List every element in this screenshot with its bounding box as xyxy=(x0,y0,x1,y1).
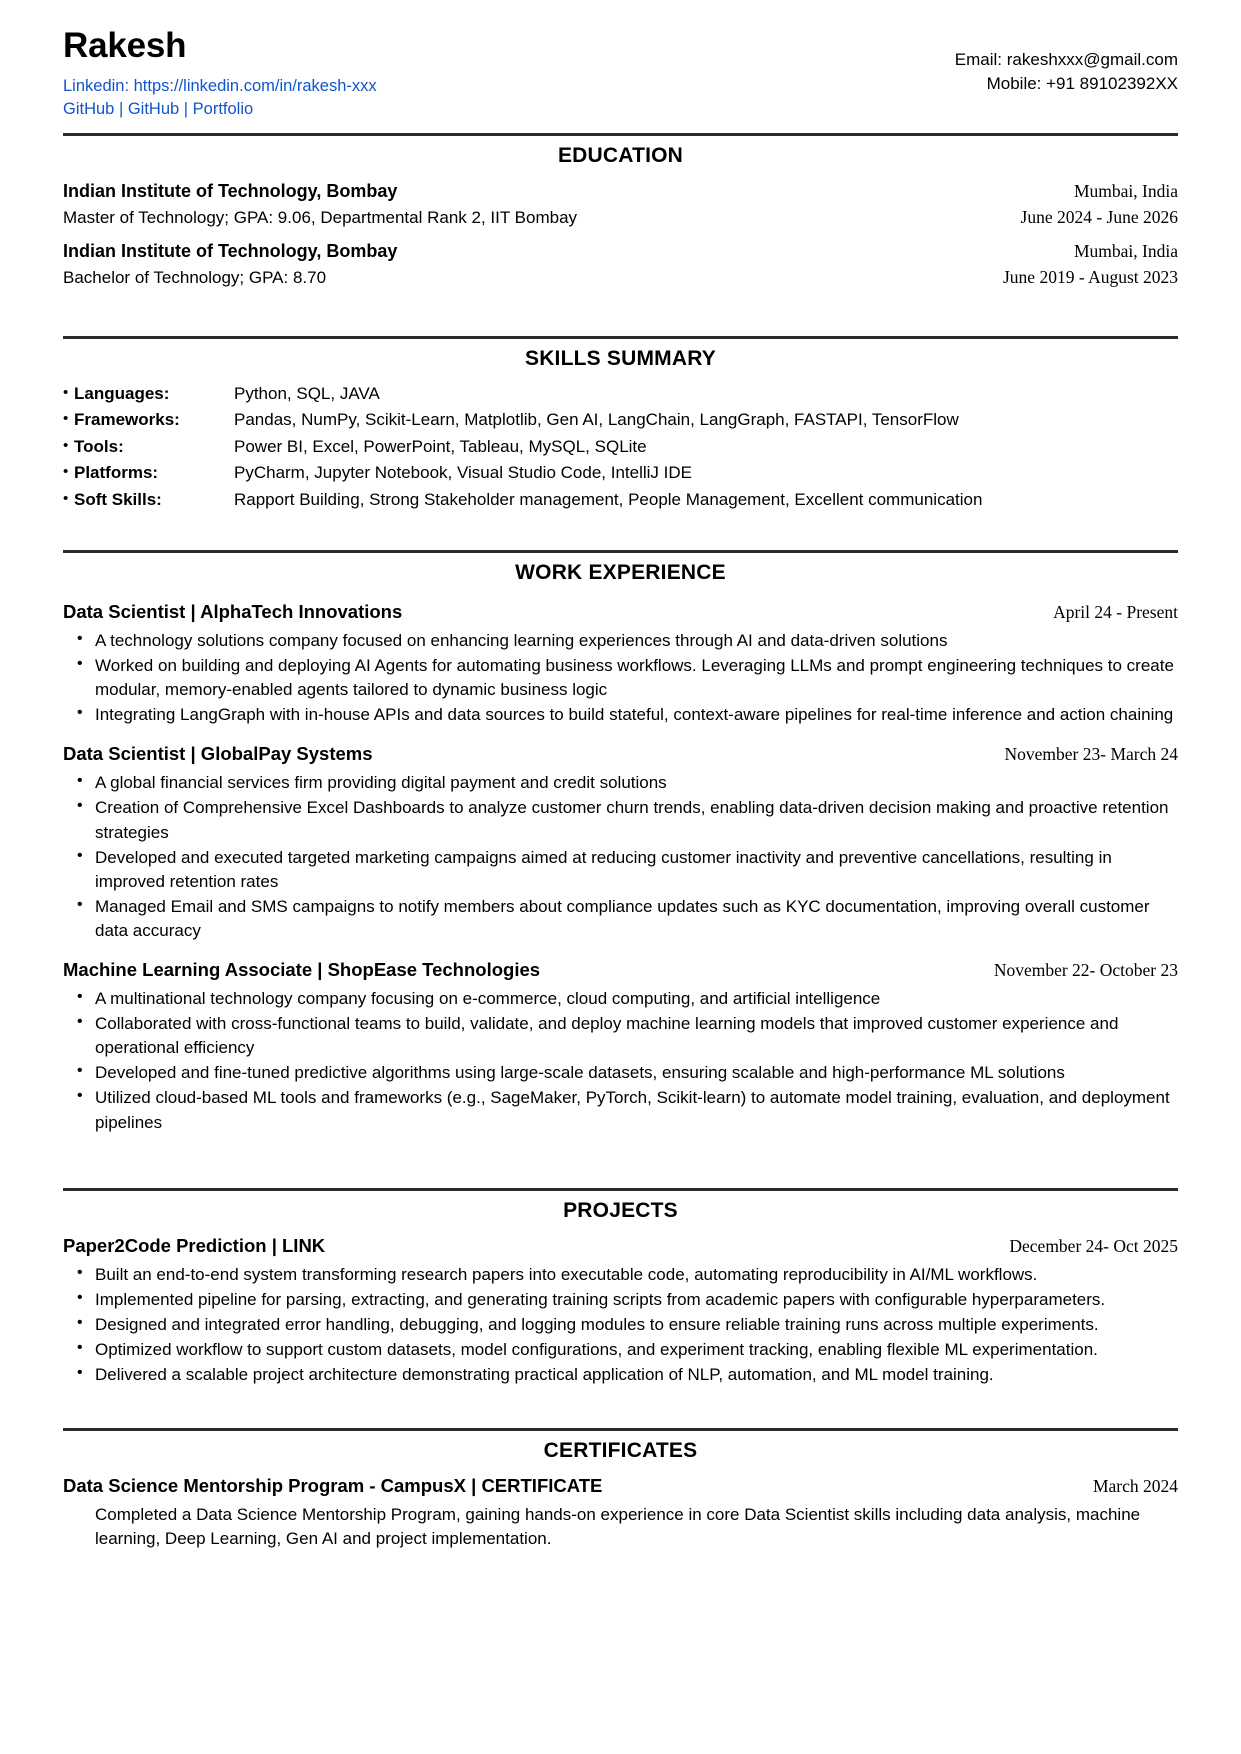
link-separator-2: | xyxy=(179,100,193,119)
work-entry xyxy=(63,957,1178,1135)
section-title-certificates: CERTIFICATES xyxy=(543,1439,698,1463)
section-divider-certificates xyxy=(63,1428,1178,1431)
section-divider-projects xyxy=(63,1188,1178,1191)
contact-mobile: Mobile: +91 89102392XX xyxy=(986,74,1178,94)
project-bullet: • Optimized workflow to support custom datasets, model configurations, and experiment tracking, enabling flexible ML experimentation. xyxy=(63,1338,1178,1362)
skill-row xyxy=(63,487,1178,514)
project-bullet: • Delivered a scalable project architecture demonstrating practical application of NLP, automation, and ML model training. xyxy=(63,1363,1178,1387)
linkedin-link[interactable]: Linkedin: https://linkedin.com/in/rakesh-xxx xyxy=(63,76,377,95)
skills-list xyxy=(63,381,1178,514)
section-divider-skills xyxy=(63,336,1178,339)
work-bullet: • Developed and executed targeted marketing campaigns aimed at reducing customer inactivity and preventive cancellations, resulting in improved retention rates xyxy=(63,846,1178,894)
education-org: Indian Institute of Technology, Bombay xyxy=(63,241,398,262)
project-bullets xyxy=(63,1263,1178,1388)
skill-value: PyCharm, Jupyter Notebook, Visual Studio Code, IntelliJ IDE xyxy=(234,463,692,483)
work-bullet: • Worked on building and deploying AI Agents for automating business workflows. Leveraging LLMs and prompt engineering techniques to create modular, memory-enabled agents tailored to dynamic business logic xyxy=(63,654,1178,702)
work-bullet: • Collaborated with cross-functional teams to build, validate, and deploy machine learning models that improved customer experience and operational efficiency xyxy=(63,1012,1178,1060)
project-bullet: • Designed and integrated error handling, debugging, and logging modules to ensure reliable training runs across multiple experiments. xyxy=(63,1313,1178,1337)
section-title-work: WORK EXPERIENCE xyxy=(515,561,726,585)
work-entry xyxy=(63,741,1178,943)
education-entry xyxy=(63,238,1178,291)
work-bullets xyxy=(63,771,1178,943)
contact-email[interactable]: Email: rakeshxxx@gmail.com xyxy=(954,50,1178,69)
bullet-icon: • xyxy=(63,489,69,507)
education-entry xyxy=(63,178,1178,231)
education-dates: June 2024 - June 2026 xyxy=(1020,206,1178,227)
education-org: Indian Institute of Technology, Bombay xyxy=(63,180,398,201)
work-bullet: • Managed Email and SMS campaigns to notify members about compliance updates such as KYC documentation, improving overall customer data accuracy xyxy=(63,895,1178,943)
skill-value: Python, SQL, JAVA xyxy=(234,383,380,403)
skill-row xyxy=(63,381,1178,408)
certificate-title[interactable]: Data Science Mentorship Program - CampusX | CERTIFICATE xyxy=(63,1475,603,1497)
work-bullet: • A multinational technology company focusing on e-commerce, cloud computing, and artificial intelligence xyxy=(63,987,1178,1011)
certificate-date: March 2024 xyxy=(1092,1476,1178,1497)
skill-label: Soft Skills: xyxy=(74,489,162,509)
section-divider-education xyxy=(63,133,1178,136)
work-bullet: • A technology solutions company focused on enhancing learning experiences through AI and data-driven solutions xyxy=(63,629,1178,653)
section-title-education: EDUCATION xyxy=(557,143,684,167)
work-bullet: • A global financial services firm providing digital payment and credit solutions xyxy=(63,771,1178,795)
skill-value: Power BI, Excel, PowerPoint, Tableau, MySQL, SQLite xyxy=(234,436,647,456)
work-bullets xyxy=(63,629,1178,728)
work-bullet: • Developed and fine-tuned predictive algorithms using large-scale datasets, ensuring scalable and high-performance ML solutions xyxy=(63,1061,1178,1085)
project-title[interactable]: Paper2Code Prediction | LINK xyxy=(63,1234,326,1256)
education-detail: Bachelor of Technology; GPA: 8.70 xyxy=(63,268,327,288)
work-bullets xyxy=(63,987,1178,1135)
link-separator-1: | xyxy=(114,100,128,119)
skill-label: Platforms: xyxy=(74,463,159,483)
work-date: April 24 - Present xyxy=(1053,602,1178,623)
work-bullet: • Creation of Comprehensive Excel Dashboards to analyze customer churn trends, enabling data-driven decision making and proactive retention strategies xyxy=(63,796,1178,844)
certificate-entry xyxy=(63,1473,1178,1551)
education-location: Mumbai, India xyxy=(1073,180,1178,201)
section-title-projects: PROJECTS xyxy=(563,1198,678,1222)
bullet-icon: • xyxy=(63,436,69,454)
linkedin-line xyxy=(63,75,377,98)
work-title: Machine Learning Associate | ShopEase Technologies xyxy=(63,959,541,981)
work-title: Data Scientist | AlphaTech Innovations xyxy=(63,601,403,623)
skill-row xyxy=(63,434,1178,461)
profile-links-line xyxy=(63,98,377,121)
github-link-2[interactable]: GitHub xyxy=(127,100,180,119)
candidate-name: Rakesh xyxy=(63,26,187,65)
project-date: December 24- Oct 2025 xyxy=(1009,1235,1178,1256)
skill-label: Tools: xyxy=(74,436,124,456)
certificate-description: Completed a Data Science Mentorship Program, gaining hands-on experience in core Data Scientist skills including data analysis, machine learning, Deep Learning, Gen AI and project implementation. xyxy=(95,1504,1141,1549)
skill-row xyxy=(63,407,1178,434)
skill-label: Frameworks: xyxy=(74,410,180,430)
bullet-icon: • xyxy=(63,383,69,401)
skill-label: Languages: xyxy=(74,383,170,403)
resume-header xyxy=(63,26,1178,122)
education-dates: June 2019 - August 2023 xyxy=(1003,267,1178,288)
header-left xyxy=(63,26,377,122)
project-bullet: • Built an end-to-end system transforming research papers into executable code, automating reproducibility in AI/ML workflows. xyxy=(63,1263,1178,1287)
bullet-icon: • xyxy=(63,410,69,428)
skill-value: Pandas, NumPy, Scikit-Learn, Matplotlib, Gen AI, LangChain, LangGraph, FASTAPI, TensorFlow xyxy=(234,410,959,430)
bullet-icon: • xyxy=(63,463,69,481)
header-contact xyxy=(955,26,1178,96)
section-title-skills: SKILLS SUMMARY xyxy=(524,346,717,370)
section-divider-work xyxy=(63,550,1178,553)
skill-value: Rapport Building, Strong Stakeholder management, People Management, Excellent communication xyxy=(234,489,983,509)
education-detail: Master of Technology; GPA: 9.06, Departmental Rank 2, IIT Bombay xyxy=(63,207,578,227)
work-entry xyxy=(63,599,1178,727)
work-date: November 22- October 23 xyxy=(993,960,1178,981)
github-link-1[interactable]: GitHub xyxy=(63,100,115,119)
portfolio-link[interactable]: Portfolio xyxy=(192,100,254,119)
project-bullet: • Implemented pipeline for parsing, extracting, and generating training scripts from academic papers with configurable hyperparameters. xyxy=(63,1288,1178,1312)
work-bullet: • Utilized cloud-based ML tools and frameworks (e.g., SageMaker, PyTorch, Scikit-learn) to automate model training, evaluation, and deployment pipelines xyxy=(63,1086,1178,1134)
work-title: Data Scientist | GlobalPay Systems xyxy=(63,743,373,765)
education-location: Mumbai, India xyxy=(1073,241,1178,262)
project-entry xyxy=(63,1233,1178,1387)
work-bullet: • Integrating LangGraph with in-house APIs and data sources to build stateful, context-aware pipelines for real-time inference and action chaining xyxy=(63,703,1178,727)
work-date: November 23- March 24 xyxy=(1004,744,1178,765)
skill-row xyxy=(63,460,1178,487)
